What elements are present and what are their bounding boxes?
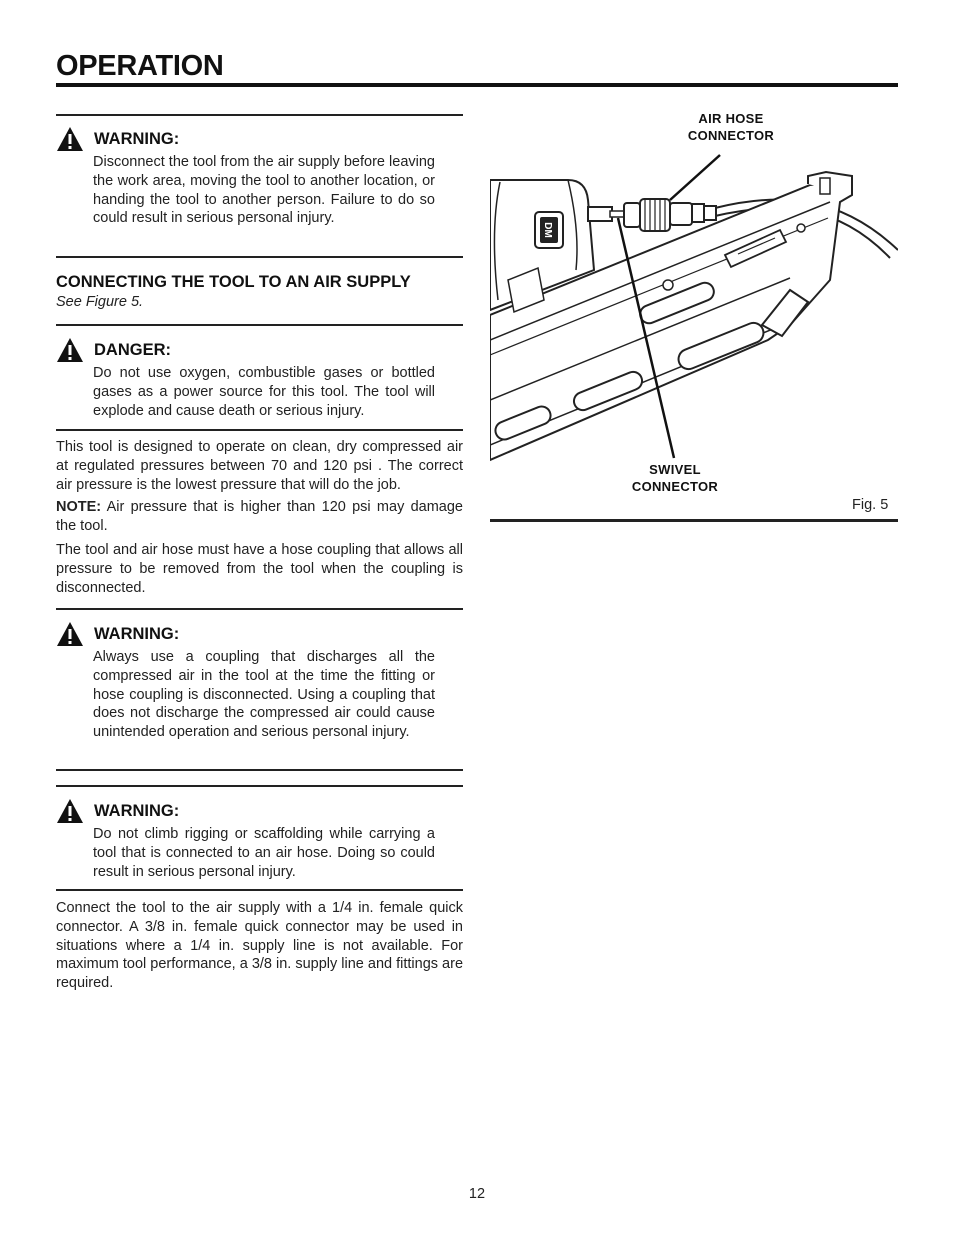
warning-bottom-rule [56,256,463,258]
callout-air-hose-connector: AIR HOSE CONNECTOR [687,111,775,143]
warning-triangle-icon [56,621,84,647]
warning-label: WARNING: [94,801,180,820]
warning-label: WARNING: [94,129,180,148]
body-paragraph: This tool is designed to operate on clean, dry compressed air at regulated pressures between 70 and 120 psi . The correct air pressure is the lowest pressure that will do the job. [56,439,463,493]
warning-top-rule [56,608,463,610]
warning-header [56,621,179,647]
air-hose-leader-line [670,155,720,200]
danger-header [56,337,171,363]
section-subheading: See Figure 5. [56,294,144,310]
warning-bottom-rule [56,769,463,771]
warning-top-rule [56,785,463,787]
warning-triangle-icon [56,337,84,363]
air-hose-connector [624,199,716,231]
warning-header [56,126,179,152]
badge-text: DM [542,222,553,238]
danger-label: DANGER: [94,340,171,359]
danger-text: Do not use oxygen, combustible gases or bottled gases as a power source for this tool. The tool will explode and cause death or serious injury. [93,365,435,419]
warning-text: Do not climb rigging or scaffolding while carrying a tool that is connected to an air hose. Doing so could result in serious personal injury. [93,826,435,880]
note-text: Air pressure that is higher than 120 psi may damage the tool. [56,499,463,534]
figure-caption: Fig. 5 [852,497,889,513]
warning-text: Always use a coupling that discharges all the compressed air in the tool at the time the fitting or hose coupling is disconnected. Using a coupling that does not discharge the compressed air could cause unintended operation and serious personal injury. [93,649,435,741]
note-paragraph [56,498,463,536]
danger-top-rule [56,324,463,326]
body-paragraph: The tool and air hose must have a hose coupling that allows all pressure to be removed from the tool when the coupling is disconnected. [56,542,463,596]
body-paragraph: Connect the tool to the air supply with a 1/4 in. female quick connector. A 3/8 in. female quick connector may be used in situations where a 1/4 in. supply line is not available. For maximum tool performance, a 3/8 in. supply line and fittings are required. [56,900,464,992]
figure-bottom-rule [490,519,898,522]
page-title: OPERATION [56,50,224,82]
nailer-illustration [490,100,898,522]
section-heading: CONNECTING THE TOOL TO AN AIR SUPPLY [56,273,411,291]
page-number: 12 [468,1186,486,1202]
title-rule [56,83,898,87]
warning-bottom-rule [56,889,463,891]
warning-label: WARNING: [94,624,180,643]
warning-text: Disconnect the tool from the air supply before leaving the work area, moving the tool to another location, or handing the tool to another person. Failure to do so could result in serious personal injury. [93,154,435,227]
note-label: NOTE: [56,499,102,515]
warning-triangle-icon [56,798,84,824]
warning-header [56,798,179,824]
warning-triangle-icon [56,126,84,152]
danger-bottom-rule [56,429,463,431]
callout-swivel-connector: SWIVEL CONNECTOR [631,462,719,494]
warning-top-rule [56,114,463,116]
